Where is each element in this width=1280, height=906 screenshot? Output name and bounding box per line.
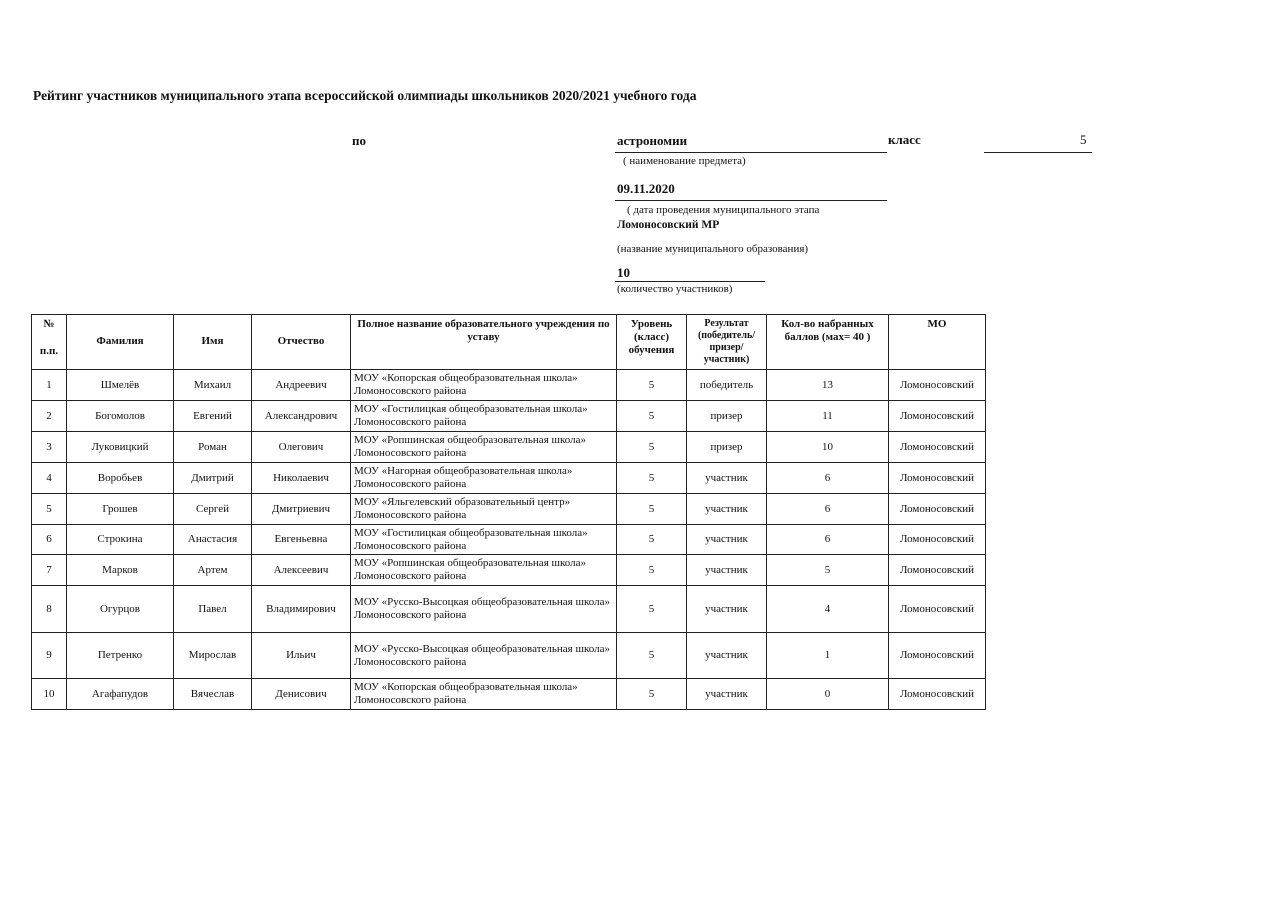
participant-count: 10 [617, 265, 630, 280]
cell-patronymic: Николаевич [252, 463, 351, 494]
cell-level: 5 [617, 525, 687, 555]
cell-school: МОУ «Копорская общеобразовательная школа» Ломоносовского района [351, 370, 617, 401]
cell-number: 9 [32, 633, 67, 679]
cell-score: 10 [767, 432, 889, 463]
cell-surname: Строкина [67, 525, 174, 555]
cell-number: 10 [32, 679, 67, 710]
header-number-pp: п.п. [39, 345, 59, 358]
table-row [32, 586, 986, 633]
table-row [32, 555, 986, 586]
table-row [32, 463, 986, 494]
participant-count-hint: (количество участников) [617, 283, 733, 295]
cell-school: МОУ «Гостилицкая общеобразовательная школа» Ломоносовского района [351, 401, 617, 432]
table-row [32, 525, 986, 555]
table-header-row [32, 315, 986, 370]
cell-number: 2 [32, 401, 67, 432]
header-school: Полное название образовательного учреждения по уставу [351, 315, 617, 370]
cell-result: призер [687, 432, 767, 463]
cell-name: Евгений [174, 401, 252, 432]
cell-surname: Петренко [67, 633, 174, 679]
subject-prefix: по [352, 133, 366, 148]
cell-number: 5 [32, 494, 67, 525]
cell-mo: Ломоносовский [889, 525, 986, 555]
cell-number: 8 [32, 586, 67, 633]
cell-level: 5 [617, 555, 687, 586]
cell-patronymic: Андреевич [252, 370, 351, 401]
cell-patronymic: Владимирович [252, 586, 351, 633]
cell-school: МОУ «Яльгелевский образовательный центр» Ломоносовского района [351, 494, 617, 525]
cell-score: 13 [767, 370, 889, 401]
cell-school: МОУ «Гостилицкая общеобразовательная школа» Ломоносовского района [351, 525, 617, 555]
class-label: класс [888, 132, 921, 147]
header-result: Результат (победитель/призер/участник) [687, 315, 767, 370]
cell-score: 0 [767, 679, 889, 710]
cell-name: Артем [174, 555, 252, 586]
cell-result: участник [687, 525, 767, 555]
table-row [32, 401, 986, 432]
cell-number: 1 [32, 370, 67, 401]
cell-surname: Воробьев [67, 463, 174, 494]
cell-surname: Луковицкий [67, 432, 174, 463]
subject-hint: ( наименование предмета) [623, 155, 746, 167]
cell-score: 6 [767, 525, 889, 555]
cell-result: участник [687, 633, 767, 679]
cell-result: участник [687, 679, 767, 710]
cell-level: 5 [617, 494, 687, 525]
cell-patronymic: Дмитриевич [252, 494, 351, 525]
cell-result: участник [687, 494, 767, 525]
olympiad-date: 09.11.2020 [617, 181, 675, 196]
cell-mo: Ломоносовский [889, 370, 986, 401]
date-underline [615, 200, 887, 201]
table-body [32, 370, 986, 710]
cell-patronymic: Денисович [252, 679, 351, 710]
cell-score: 1 [767, 633, 889, 679]
cell-result: участник [687, 463, 767, 494]
cell-level: 5 [617, 633, 687, 679]
cell-surname: Марков [67, 555, 174, 586]
cell-number: 7 [32, 555, 67, 586]
cell-patronymic: Евгеньевна [252, 525, 351, 555]
cell-school: МОУ «Копорская общеобразовательная школа» Ломоносовского района [351, 679, 617, 710]
cell-number: 6 [32, 525, 67, 555]
cell-mo: Ломоносовский [889, 679, 986, 710]
cell-mo: Ломоносовский [889, 555, 986, 586]
cell-name: Анастасия [174, 525, 252, 555]
municipality-hint: (название муниципального образования) [617, 243, 809, 255]
cell-mo: Ломоносовский [889, 586, 986, 633]
document-title: Рейтинг участников муниципального этапа всероссийской олимпиады школьников 2020/2021 учебного года [33, 88, 697, 103]
cell-patronymic: Алексеевич [252, 555, 351, 586]
subject-value: астрономии [617, 133, 688, 148]
cell-school: МОУ «Нагорная общеобразовательная школа» Ломоносовского района [351, 463, 617, 494]
cell-level: 5 [617, 679, 687, 710]
cell-surname: Огурцов [67, 586, 174, 633]
cell-mo: Ломоносовский [889, 494, 986, 525]
cell-level: 5 [617, 586, 687, 633]
table-row [32, 679, 986, 710]
cell-name: Михаил [174, 370, 252, 401]
cell-score: 6 [767, 494, 889, 525]
subject-underline [615, 152, 887, 153]
cell-level: 5 [617, 370, 687, 401]
header-score: Кол-во набранных баллов (мах= 40 ) [767, 315, 889, 370]
cell-surname: Шмелёв [67, 370, 174, 401]
class-value: 5 [1080, 132, 1087, 147]
cell-result: участник [687, 586, 767, 633]
cell-patronymic: Ильич [252, 633, 351, 679]
header-number [32, 315, 67, 370]
cell-patronymic: Олегович [252, 432, 351, 463]
cell-surname: Грошев [67, 494, 174, 525]
cell-number: 3 [32, 432, 67, 463]
cell-mo: Ломоносовский [889, 463, 986, 494]
table-row [32, 370, 986, 401]
date-hint: ( дата проведения муниципального этапа [627, 204, 820, 216]
cell-school: МОУ «Ропшинская общеобразовательная школа» Ломоносовского района [351, 432, 617, 463]
class-underline [984, 152, 1092, 153]
cell-school: МОУ «Русско-Высоцкая общеобразовательная школа» Ломоносовского района [351, 586, 617, 633]
table-row [32, 494, 986, 525]
cell-level: 5 [617, 463, 687, 494]
cell-name: Мирослав [174, 633, 252, 679]
cell-school: МОУ «Русско-Высоцкая общеобразовательная школа» Ломоносовского района [351, 633, 617, 679]
cell-result: победитель [687, 370, 767, 401]
cell-score: 5 [767, 555, 889, 586]
cell-surname: Богомолов [67, 401, 174, 432]
cell-school: МОУ «Ропшинская общеобразовательная школа» Ломоносовского района [351, 555, 617, 586]
results-table [31, 314, 986, 710]
cell-level: 5 [617, 401, 687, 432]
cell-name: Вячеслав [174, 679, 252, 710]
cell-name: Роман [174, 432, 252, 463]
header-number-sign: № [43, 318, 55, 330]
header-name: Имя [174, 315, 252, 370]
cell-mo: Ломоносовский [889, 401, 986, 432]
cell-score: 11 [767, 401, 889, 432]
cell-score: 6 [767, 463, 889, 494]
header-mo: МО [889, 315, 986, 370]
cell-number: 4 [32, 463, 67, 494]
cell-mo: Ломоносовский [889, 432, 986, 463]
cell-name: Дмитрий [174, 463, 252, 494]
table-row [32, 432, 986, 463]
cell-result: участник [687, 555, 767, 586]
cell-patronymic: Александрович [252, 401, 351, 432]
cell-surname: Агафапудов [67, 679, 174, 710]
cell-name: Сергей [174, 494, 252, 525]
cell-name: Павел [174, 586, 252, 633]
municipality-name: Ломоносовский МР [617, 219, 720, 231]
table-row [32, 633, 986, 679]
header-level: Уровень (класс) обучения [617, 315, 687, 370]
header-patronymic: Отчество [252, 315, 351, 370]
header-surname: Фамилия [67, 315, 174, 370]
cell-result: призер [687, 401, 767, 432]
cell-mo: Ломоносовский [889, 633, 986, 679]
cell-level: 5 [617, 432, 687, 463]
count-underline [615, 281, 765, 282]
cell-score: 4 [767, 586, 889, 633]
